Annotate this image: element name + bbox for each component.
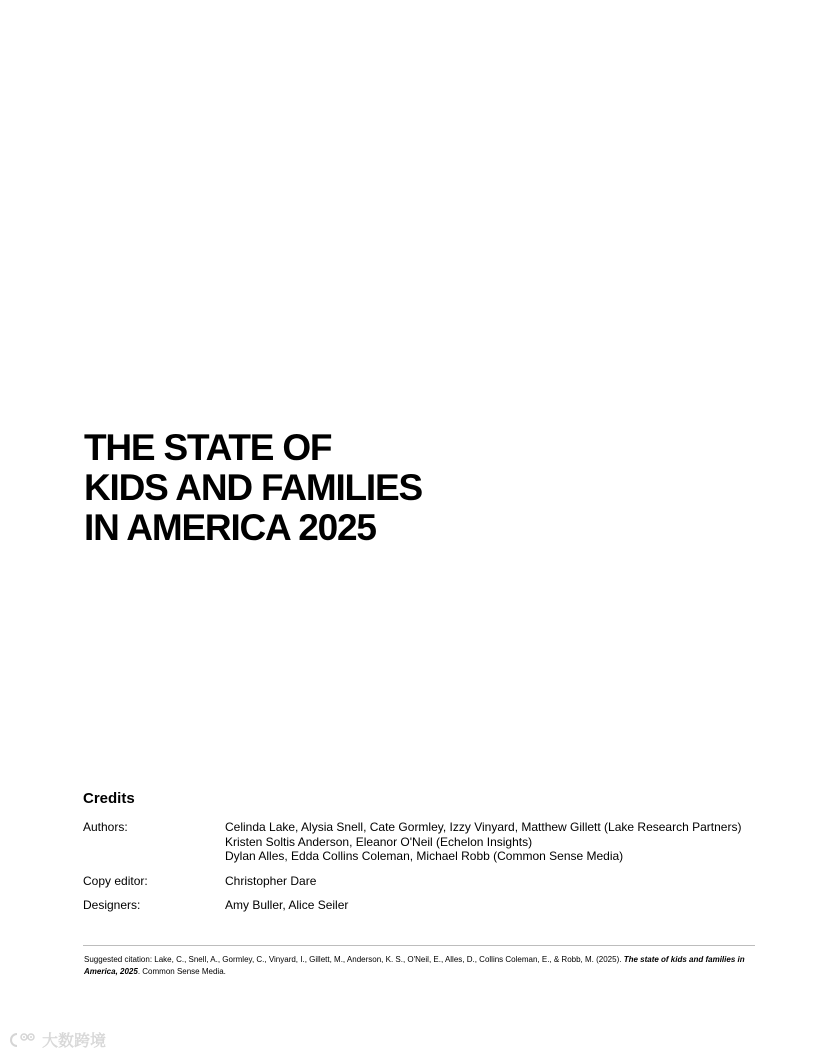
credits-heading: Credits — [83, 790, 135, 807]
authors-list — [225, 820, 763, 864]
citation-prefix: Suggested citation: Lake, C., Snell, A., Gormley, C., Vinyard, I., Gillett, M., Anderson, K. S., O'Neil, E., Alles, D., Collins Coleman, E., & Robb, M. (2025). — [84, 955, 624, 964]
designers-value: Amy Buller, Alice Seiler — [225, 898, 349, 912]
copy-editor-label: Copy editor: — [83, 873, 148, 888]
copy-editor-value: Christopher Dare — [225, 873, 317, 888]
citation-divider — [83, 945, 755, 946]
credits-section — [83, 790, 763, 923]
watermark — [8, 1028, 106, 1051]
title-line-3: IN AMERICA 2025 — [84, 507, 376, 548]
credit-row-designers — [83, 898, 763, 913]
watermark-logo-icon — [8, 1031, 38, 1049]
authors-line-1: Celinda Lake, Alysia Snell, Cate Gormley, Izzy Vinyard, Matthew Gillett (Lake Research Partners) — [225, 820, 742, 834]
watermark-text: 大数跨境 — [42, 1031, 107, 1050]
citation-suffix: . Common Sense Media. — [137, 967, 226, 976]
authors-label: Authors: — [83, 820, 128, 834]
citation-title: The state of kids and families in America, 2025 — [84, 955, 745, 976]
title-line-1: THE STATE OF — [84, 427, 332, 468]
designers-label: Designers: — [83, 898, 141, 912]
document-title — [84, 428, 422, 548]
title-line-2: KIDS AND FAMILIES — [84, 467, 422, 508]
credit-row-copy-editor — [83, 874, 763, 889]
authors-line-2: Kristen Soltis Anderson, Eleanor O'Neil (Echelon Insights) — [225, 834, 533, 849]
credit-row-authors — [83, 820, 763, 864]
authors-line-3: Dylan Alles, Edda Collins Coleman, Michael Robb (Common Sense Media) — [225, 849, 624, 863]
suggested-citation — [84, 954, 756, 978]
